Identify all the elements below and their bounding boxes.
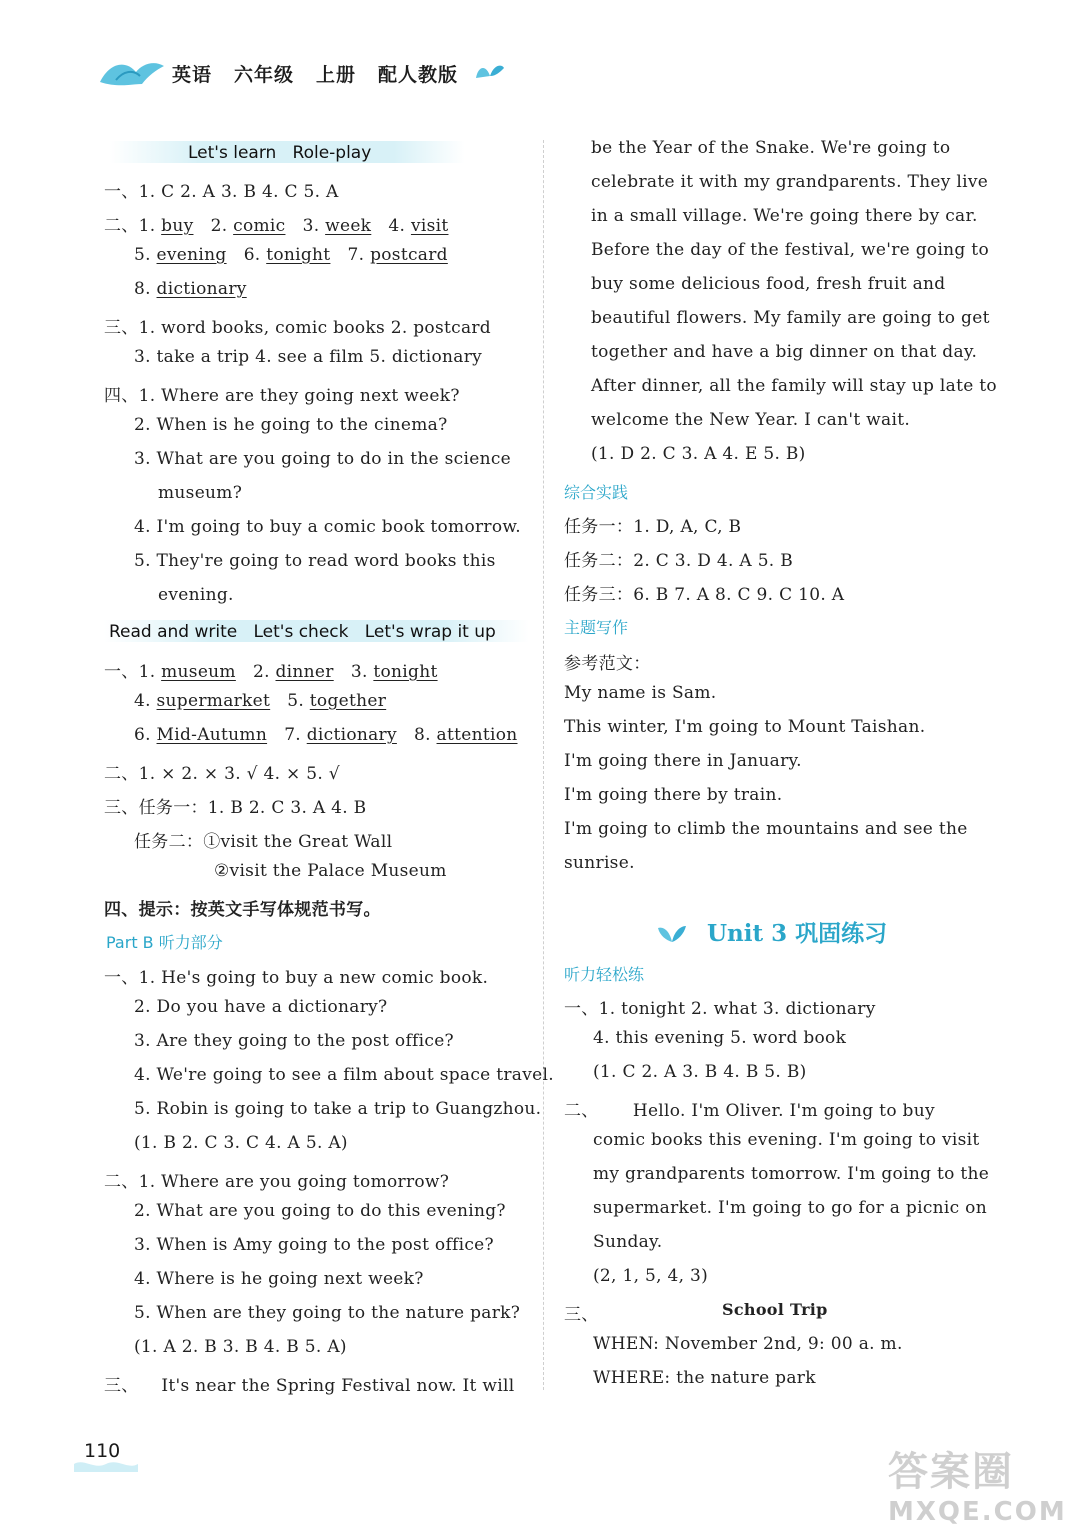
- answer-line: 二、1. × 2. × 3. √ 4. × 5. √: [104, 764, 340, 784]
- answer-line: 6. Mid-Autumn 7. dictionary 8. attention: [134, 725, 518, 745]
- answer-line: 3. When is Amy going to the post office?: [134, 1235, 494, 1255]
- writing-line: I'm going to climb the mountains and see the: [564, 819, 968, 839]
- answer-line: museum?: [158, 483, 243, 503]
- answer-line: ②visit the Palace Museum: [214, 861, 447, 881]
- answer-line: 2. When is he going to the cinema?: [134, 415, 448, 435]
- answer-line: 4. We're going to see a film about space travel.: [134, 1065, 554, 1085]
- passage-line: comic books this evening. I'm going to visit: [593, 1130, 980, 1150]
- passage-line: supermarket. I'm going to go for a picnic on: [593, 1198, 987, 1218]
- watermark: [888, 1440, 1067, 1527]
- passage-line: celebrate it with my grandparents. They live: [591, 172, 989, 192]
- header-subject: 英语: [172, 64, 213, 86]
- answer-line: (2, 1, 5, 4, 3): [593, 1266, 709, 1286]
- answer-line: WHERE: the nature park: [593, 1368, 816, 1388]
- passage-line: 二、 Hello. I'm Oliver. I'm going to buy: [564, 1101, 935, 1121]
- answer-line: 2. What are you going to do this evening?: [134, 1201, 506, 1221]
- leaf-icon: [474, 62, 506, 82]
- answer-line: 三、: [564, 1305, 599, 1325]
- answer-line: 一、1. He's going to buy a new comic book.: [104, 968, 489, 988]
- section-title-read-and-write: Read and write Let's check Let's wrap it up: [109, 622, 496, 642]
- passage-line: welcome the New Year. I can't wait.: [591, 410, 911, 430]
- watermark-cn: 答案圈: [888, 1449, 1014, 1495]
- answer-line: 5. When are they going to the nature park?: [134, 1303, 521, 1323]
- section-title-listening: 听力轻松练: [564, 965, 645, 984]
- answer-line: 5. evening 6. tonight 7. postcard: [134, 245, 448, 265]
- bird-logo-icon: [96, 54, 168, 90]
- section-title-part-b: Part B 听力部分: [106, 933, 223, 952]
- answer-line: 4. Where is he going next week?: [134, 1269, 424, 1289]
- trip-title: School Trip: [722, 1300, 828, 1319]
- book-header: [172, 60, 480, 87]
- answer-line: 三、 It's near the Spring Festival now. It will: [104, 1376, 515, 1396]
- writing-line: This winter, I'm going to Mount Taishan.: [564, 717, 926, 737]
- writing-line: sunrise.: [564, 853, 635, 873]
- answer-line: (1. C 2. A 3. B 4. B 5. B): [593, 1062, 807, 1082]
- answer-line: 5. They're going to read word books this: [134, 551, 496, 571]
- passage-line: be the Year of the Snake. We're going to: [591, 138, 951, 158]
- page-number: 110: [84, 1440, 121, 1462]
- column-divider: [543, 140, 544, 1390]
- answer-line: 3. take a trip 4. see a film 5. dictionary: [134, 347, 483, 367]
- answer-line: 四、1. Where are they going next week?: [104, 386, 460, 406]
- passage-line: After dinner, all the family will stay up late to: [591, 376, 997, 396]
- passage-line: Before the day of the festival, we're going to: [591, 240, 989, 260]
- header-edition: 配人教版: [378, 64, 459, 86]
- passage-line: beautiful flowers. My family are going to get: [591, 308, 990, 328]
- unit-title: Unit 3 巩固练习: [707, 920, 888, 947]
- answer-line: 任务三：6. B 7. A 8. C 9. C 10. A: [564, 585, 845, 605]
- section-title-practice: 综合实践: [564, 483, 629, 502]
- passage-line: Sunday.: [593, 1232, 663, 1252]
- answer-line: 一、1. museum 2. dinner 3. tonight: [104, 662, 438, 682]
- answer-line: 2. Do you have a dictionary?: [134, 997, 388, 1017]
- writing-line: My name is Sam.: [564, 683, 717, 703]
- answer-line: evening.: [158, 585, 234, 605]
- answer-line: 四、提示：按英文手写体规范书写。: [104, 900, 381, 920]
- answer-line: 4. supermarket 5. together: [134, 691, 387, 711]
- writing-line: 参考范文：: [564, 654, 651, 674]
- answer-line: 一、1. C 2. A 3. B 4. C 5. A: [104, 182, 339, 202]
- section-title-lets-learn: Let's learn Role-play: [188, 143, 372, 163]
- answer-line: 4. I'm going to buy a comic book tomorrow.: [134, 517, 521, 537]
- answer-line: (1. D 2. C 3. A 4. E 5. B): [591, 444, 806, 464]
- answer-line: (1. B 2. C 3. C 4. A 5. A): [134, 1133, 348, 1153]
- answer-line: 一、1. tonight 2. what 3. dictionary: [564, 999, 876, 1019]
- header-grade: 六年级: [234, 64, 295, 86]
- passage-line: buy some delicious food, fresh fruit and: [591, 274, 946, 294]
- answer-line: 3. Are they going to the post office?: [134, 1031, 454, 1051]
- answer-line: 4. this evening 5. word book: [593, 1028, 847, 1048]
- writing-line: I'm going there in January.: [564, 751, 802, 771]
- leaf-icon: [656, 922, 688, 944]
- answer-line: 5. Robin is going to take a trip to Guangzhou.: [134, 1099, 542, 1119]
- answer-line: 二、1. Where are you going tomorrow?: [104, 1172, 450, 1192]
- watermark-url: MXQE.COM: [888, 1497, 1067, 1527]
- writing-line: I'm going there by train.: [564, 785, 783, 805]
- answer-line: 任务一：1. D, A, C, B: [564, 517, 742, 537]
- answer-line: 3. What are you going to do in the science: [134, 449, 512, 469]
- answer-line: 任务二：①visit the Great Wall: [134, 832, 393, 852]
- header-volume: 上册: [316, 64, 357, 86]
- wave-icon: [74, 1458, 138, 1472]
- answer-line: (1. A 2. B 3. B 4. B 5. A): [134, 1337, 347, 1357]
- passage-line: in a small village. We're going there by car.: [591, 206, 978, 226]
- section-title-writing: 主题写作: [564, 618, 629, 637]
- answer-line: 8. dictionary: [134, 279, 247, 299]
- answer-line: 三、任务一：1. B 2. C 3. A 4. B: [104, 798, 367, 818]
- answer-line: 任务二：2. C 3. D 4. A 5. B: [564, 551, 794, 571]
- passage-line: my grandparents tomorrow. I'm going to the: [593, 1164, 990, 1184]
- answer-line: WHEN: November 2nd, 9: 00 a. m.: [593, 1334, 903, 1354]
- answer-line: 二、1. buy 2. comic 3. week 4. visit: [104, 216, 449, 236]
- answer-line: 三、1. word books, comic books 2. postcard: [104, 318, 491, 338]
- passage-line: together and have a big dinner on that day.: [591, 342, 978, 362]
